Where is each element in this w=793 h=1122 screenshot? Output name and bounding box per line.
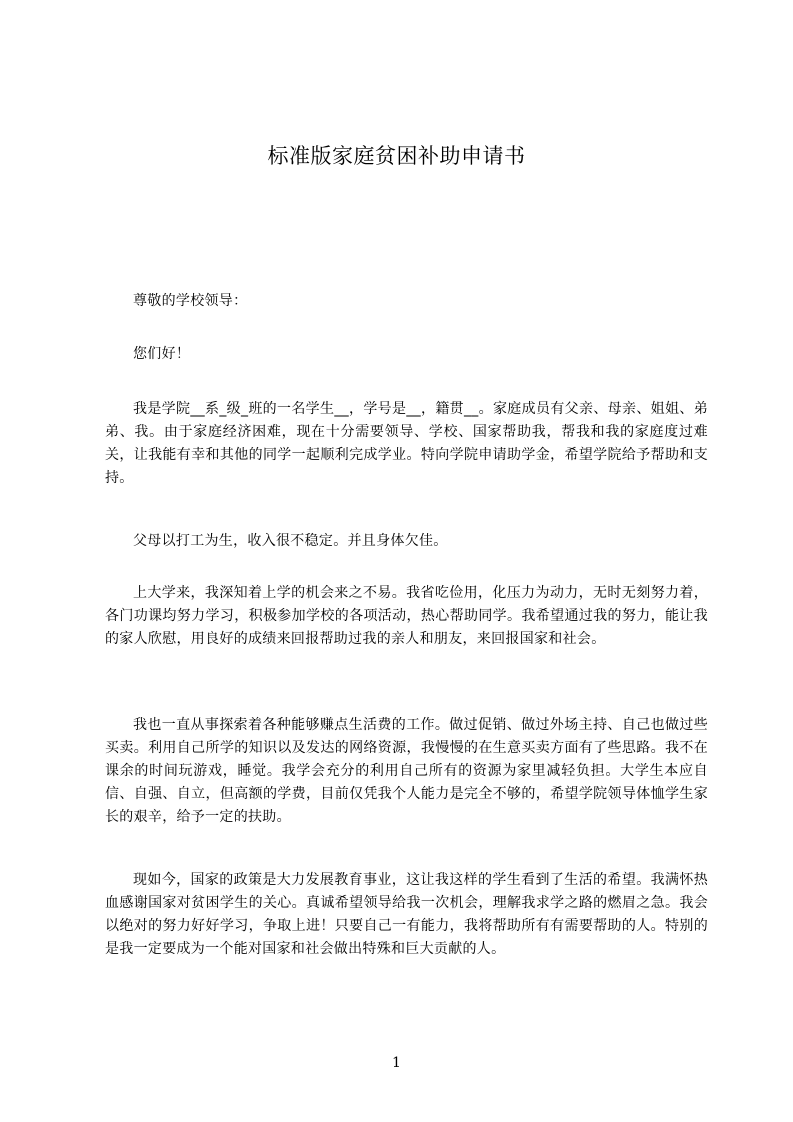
paragraph-study-effort: 上大学来，我深知着上学的机会来之不易。我省吃俭用，化压力为动力，无时无刻努力着，各门功课均努力学习，积极参加学校的各项活动，热心帮助同学。我希望通过我的努力，能让我的家人欣慰，用良好的成绩来回报帮助过我的亲人和朋友，来回报国家和社会。 <box>105 585 708 647</box>
document-title: 标准版家庭贫困补助申请书 <box>267 144 526 168</box>
greeting: 您们好！ <box>133 346 191 362</box>
paragraph-introduction: 我是学院__系_级_班的一名学生__，学号是__，籍贯__。家庭成员有父亲、母亲、姐姐、弟弟、我。由于家庭经济困难，现在十分需要领导、学校、国家帮助我，帮我和我的家庭度过难关，让我能有幸和其他的同学一起顺利完成学业。特向学院申请助学金，希望学院给予帮助和支持。 <box>105 401 708 486</box>
paragraph-conclusion: 现如今，国家的政策是大力发展教育事业，这让我这样的学生看到了生活的希望。我满怀热血感谢国家对贫困学生的关心。真诚希望领导给我一次机会，理解我求学之路的燃眉之急。我会以绝对的努力好好学习，争取上进！只要自己一有能力，我将帮助所有有需要帮助的人。特别的是我一定要成为一个能对国家和社会做出特殊和巨大贡献的人。 <box>105 872 708 957</box>
paragraph-family-situation: 父母以打工为生，收入很不稳定。并且身体欠佳。 <box>133 533 448 549</box>
paragraph-work-experience: 我也一直从事探索着各种能够赚点生活费的工作。做过促销、做过外场主持、自己也做过些买卖。利用自己所学的知识以及发达的网络资源，我慢慢的在生意买卖方面有了些思路。我不在课余的时间玩游戏，睡觉。我学会充分的利用自己所有的资源为家里减轻负担。大学生本应自信、自强、自立，但高额的学费，目前仅凭我个人能力是完全不够的，希望学院领导体恤学生家长的艰辛，给予一定的扶助。 <box>105 717 708 825</box>
page-number: 1 <box>392 1055 401 1071</box>
salutation-block <box>105 290 708 313</box>
paragraph-block-5 <box>105 869 708 961</box>
paragraph-block-4 <box>105 714 708 829</box>
paragraph-block-1 <box>105 398 708 490</box>
greeting-block <box>105 343 708 366</box>
salutation: 尊敬的学校领导： <box>133 293 248 309</box>
paragraph-block-3 <box>105 582 708 651</box>
paragraph-block-2 <box>105 530 708 553</box>
